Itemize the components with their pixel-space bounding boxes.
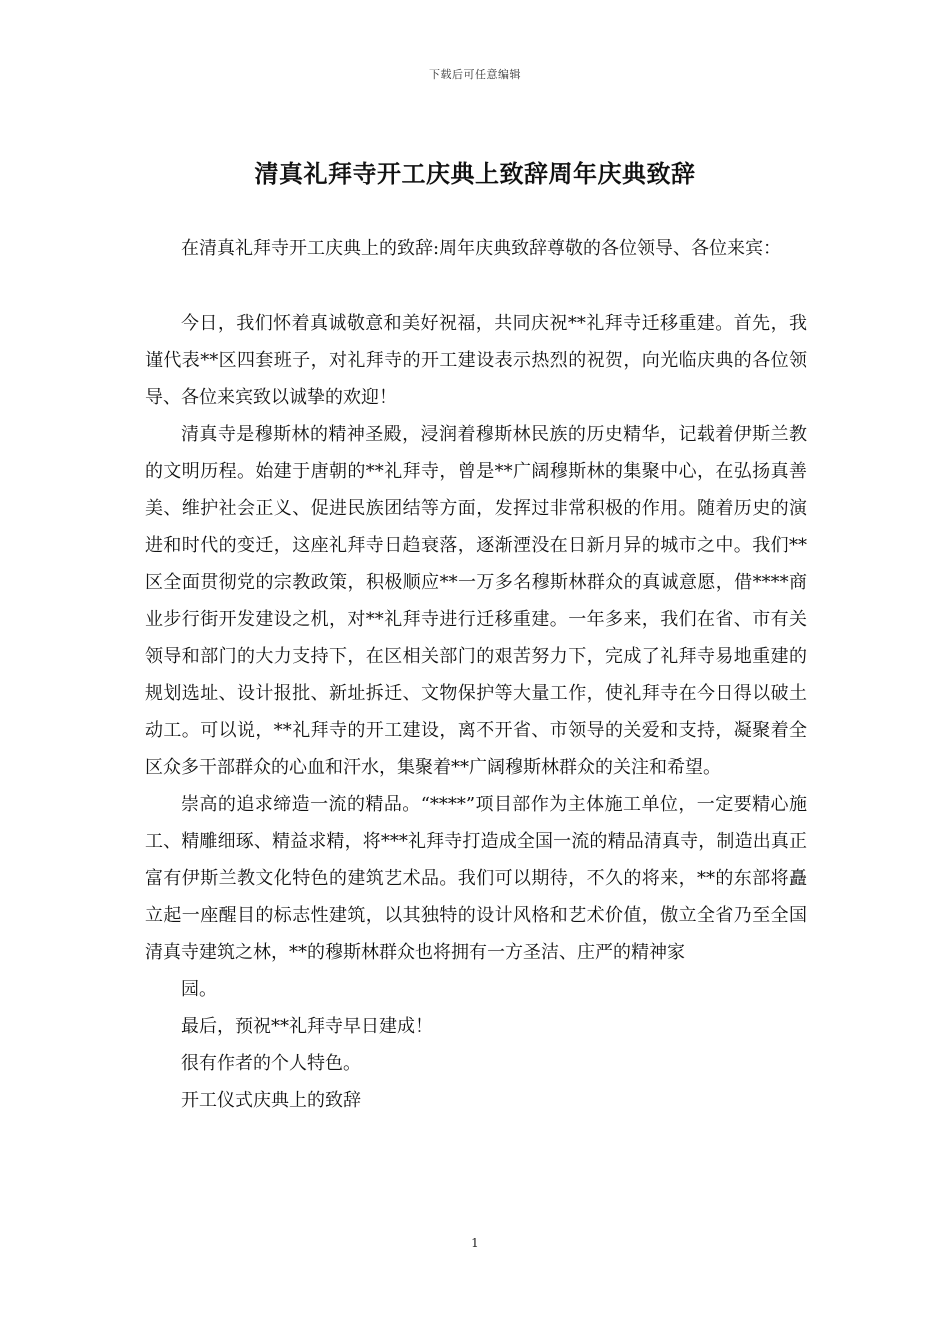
paragraph-comment: 很有作者的个人特色。 <box>181 1053 361 1074</box>
page-number: 1 <box>471 1236 479 1250</box>
intro-block <box>145 230 807 267</box>
paragraph-greeting: 今日，我们怀着真诚敬意和美好祝福，共同庆祝**礼拜寺迁移重建。首先，我谨代表**区四套班子，对礼拜寺的开工建设表示热烈的祝贺，向光临庆典的各位领导、各位来宾致以诚挚的欢迎！ <box>145 313 807 408</box>
paragraph-continuation: 园。 <box>181 979 217 1000</box>
paragraph-history: 清真寺是穆斯林的精神圣殿，浸润着穆斯林民族的历史精华，记载着伊斯兰教的文明历程。始建于唐朝的**礼拜寺，曾是**广阔穆斯林的集聚中心，在弘扬真善美、维护社会正义、促进民族团结等方面，发挥过非常积极的作用。随着历史的演进和时代的变迁，这座礼拜寺日趋衰落，逐渐湮没在日新月异的城市之中。我们**区全面贯彻党的宗教政策，积极顺应**一万多名穆斯林群众的真诚意愿，借****商业步行街开发建设之机，对**礼拜寺进行迁移重建。一年多来，我们在省、市有关领导和部门的大力支持下，在区相关部门的艰苦努力下，完成了礼拜寺易地重建的规划选址、设计报批、新址拆迁、文物保护等大量工作，使礼拜寺在今日得以破土动工。可以说，**礼拜寺的开工建设，离不开省、市领导的关爱和支持，凝聚着全区众多干部群众的心血和汗水，集聚着**广阔穆斯林群众的关注和希望。 <box>145 424 807 778</box>
page-header-note: 下载后可任意编辑 <box>429 68 521 81</box>
paragraph-next-heading: 开工仪式庆典上的致辞 <box>181 1090 361 1111</box>
document-title: 清真礼拜寺开工庆典上致辞周年庆典致辞 <box>254 159 696 188</box>
intro-paragraph: 在清真礼拜寺开工庆典上的致辞:周年庆典致辞尊敬的各位领导、各位来宾： <box>181 238 782 259</box>
paragraph-construction: 崇高的追求缔造一流的精品。“****”项目部作为主体施工单位，一定要精心施工、精雕细琢、精益求精，将***礼拜寺打造成全国一流的精品清真寺，制造出真正富有伊斯兰教文化特色的建筑艺术品。我们可以期待，不久的将来，**的东部将矗立起一座醒目的标志性建筑，以其独特的设计风格和艺术价值，傲立全省乃至全国清真寺建筑之林，**的穆斯林群众也将拥有一方圣洁、庄严的精神家 <box>145 794 807 963</box>
paragraph-closing-wish: 最后，预祝**礼拜寺早日建成！ <box>181 1016 433 1037</box>
document-body <box>145 305 807 1119</box>
